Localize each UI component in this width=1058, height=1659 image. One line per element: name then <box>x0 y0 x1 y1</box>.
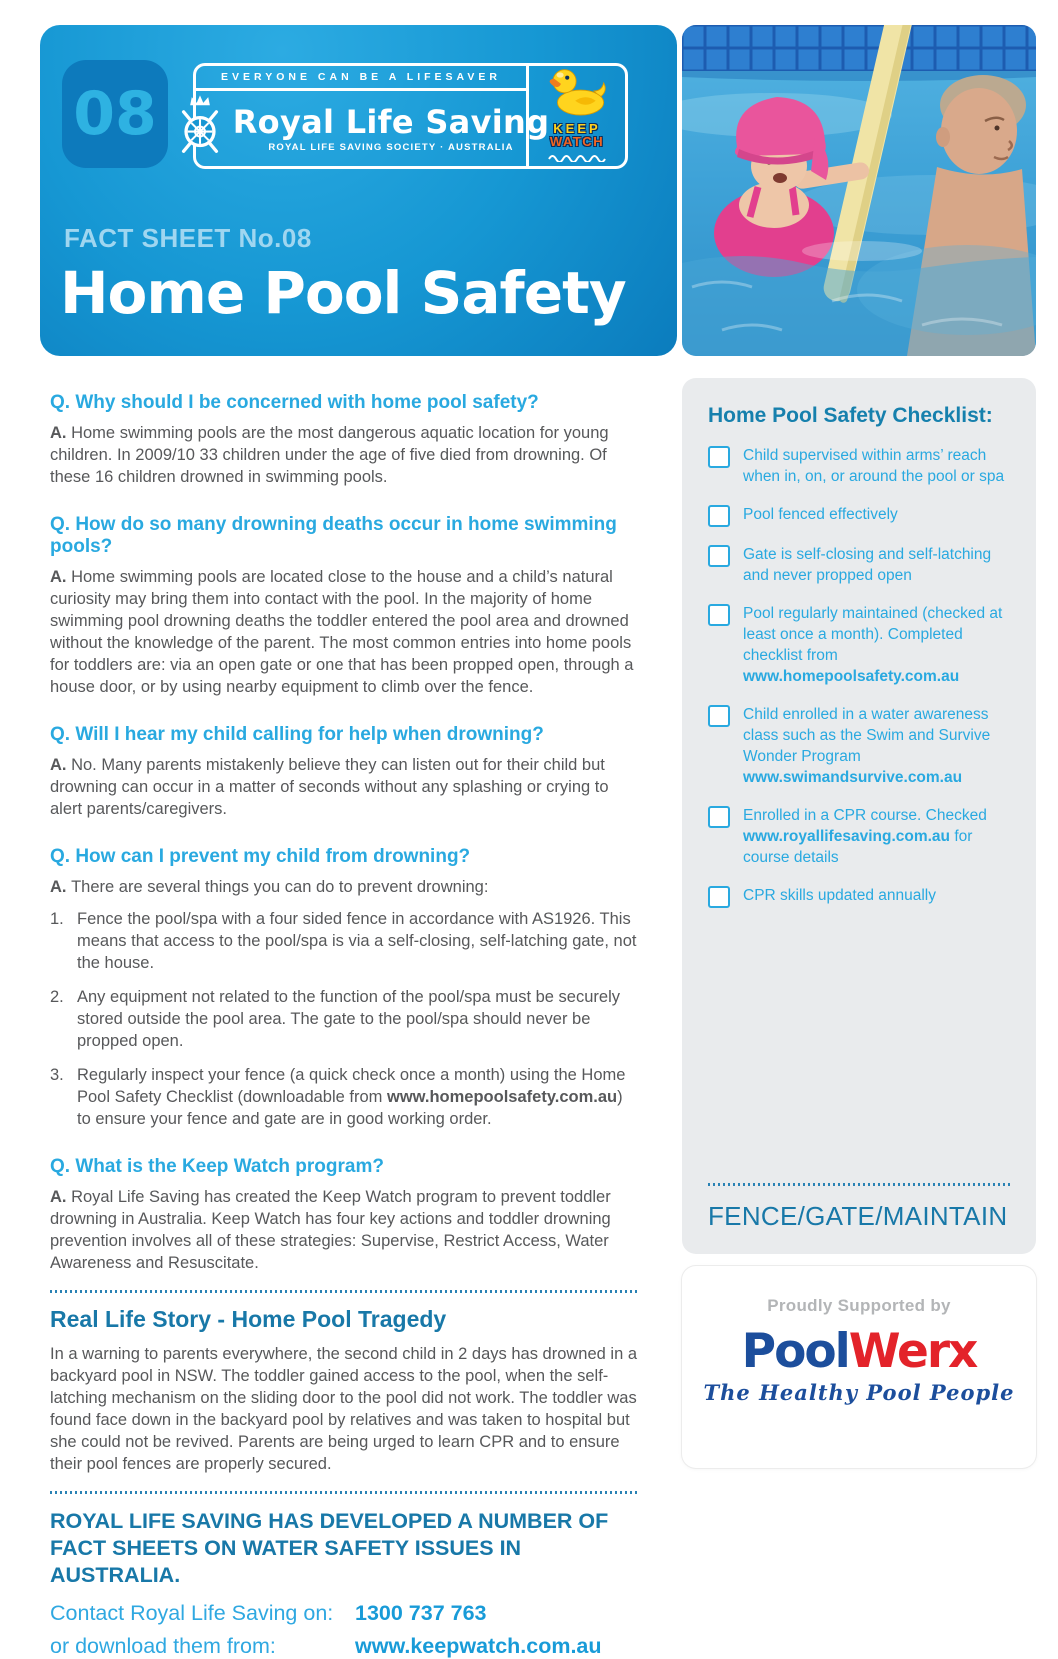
contact-label: Contact Royal Life Saving on: <box>50 1601 334 1625</box>
list-item-text: Regularly inspect your fence (a quick check once a month) using the Home Pool Safety Checklist (downloadable from www.homepoolsafety.com.au) to ensure your fence and gate are in good working order. <box>77 1066 626 1128</box>
checklist-checkbox[interactable] <box>708 604 730 626</box>
checklist-item <box>708 885 1010 908</box>
checklist-checkbox[interactable] <box>708 446 730 468</box>
list-item-text: Any equipment not related to the function of the pool/spa must be securely stored outside the pool area. The gate to the pool/spa should never be propped open. <box>77 988 621 1050</box>
list-number: 2. <box>50 988 64 1006</box>
contact-block <box>50 1601 640 1659</box>
question-heading: Q. How can I prevent my child from drowning? <box>50 846 471 867</box>
list-number: 3. <box>50 1066 64 1084</box>
brand-name: Royal Life Saving <box>232 102 550 141</box>
footer-heading: ROYAL LIFE SAVING HAS DEVELOPED A NUMBER OF FACT SHEETS ON WATER SAFETY ISSUES IN AUSTRALIA. <box>50 1509 609 1587</box>
story-heading: Real Life Story - Home Pool Tragedy <box>50 1306 447 1332</box>
checklist-item <box>708 504 1010 527</box>
dotted-divider <box>708 1183 1010 1186</box>
checklist-checkbox[interactable] <box>708 705 730 727</box>
keep-watch-word-keep: KEEP <box>553 121 601 136</box>
checklist-item-label: CPR skills updated annually <box>743 887 936 904</box>
poolwerx-logo-werx: Werx <box>848 1324 977 1379</box>
checklist-item-label: Gate is self-closing and self-latching and never propped open <box>743 546 992 584</box>
keep-watch-logo <box>526 66 625 166</box>
rubber-duck-icon <box>545 65 609 122</box>
checklist-checkbox[interactable] <box>708 545 730 567</box>
numbered-list-item <box>50 1064 640 1130</box>
wave-icon <box>548 149 606 167</box>
poolwerx-tagline: The Healthy Pool People <box>703 1380 1015 1405</box>
sponsor-label: Proudly Supported by <box>767 1296 951 1315</box>
poolwerx-logo <box>682 1324 1036 1379</box>
checklist-item-label: Pool regularly maintained (checked at least once a month). Completed checklist from www.homepoolsafety.com.au <box>743 605 1003 685</box>
answer-paragraph: A. There are several things you can do to prevent drowning: <box>50 878 489 896</box>
fact-sheet-number: 08 <box>73 79 157 149</box>
logo-left-section <box>196 66 550 166</box>
fact-sheet-kicker: FACT SHEET No.08 <box>64 223 312 253</box>
numbered-list-item <box>50 908 640 974</box>
qa-sections <box>50 392 640 1274</box>
header-banner <box>40 25 677 356</box>
download-url: www.keepwatch.com.au <box>355 1634 602 1658</box>
royal-life-saving-logo-box <box>193 63 628 169</box>
checklist-items <box>708 445 1010 908</box>
checklist-checkbox[interactable] <box>708 886 730 908</box>
checklist-item-label: Enrolled in a CPR course. Checked www.royallifesaving.com.au for course details <box>743 807 987 866</box>
main-column <box>50 392 640 1659</box>
answer-paragraph: A. No. Many parents mistakenly believe they can listen out for their child but drowning can occur in a matter of seconds without any splashing or crying to alert parents/caregivers. <box>50 756 609 818</box>
download-label: or download them from: <box>50 1634 276 1658</box>
checklist-item <box>708 704 1010 788</box>
checklist-item-label: Child enrolled in a water awareness class such as the Swim and Survive Wonder Program www.swimandsurvive.com.au <box>743 706 991 786</box>
checklist-panel <box>682 378 1036 1254</box>
question-heading: Q. What is the Keep Watch program? <box>50 1156 384 1177</box>
answer-paragraph: A. Royal Life Saving has created the Keep Watch program to prevent toddler drowning in Australia. Keep Watch has four key actions and toddler drowning prevention involves all of these strategies: Supervise, Restrict Access, Water Awareness and Resuscitate. <box>50 1188 611 1272</box>
checklist-item <box>708 603 1010 687</box>
logo-tagline: EVERYONE CAN BE A LIFESAVER <box>196 66 526 91</box>
answer-paragraph: A. Home swimming pools are located close to the house and a child’s natural curiosity may bring them into contact with the pool. In the majority of home swimming pool drowning deaths the toddler entered the pool area and drowned without the knowledge of the parent. The most common entries into home pools for toddlers are: via an open gate or one that has been propped open, through a house door, or by using nearby equipment to climb over the fence. <box>50 568 634 696</box>
checklist-checkbox[interactable] <box>708 806 730 828</box>
checklist-heading: Home Pool Safety Checklist: <box>708 404 993 427</box>
checklist-item-label: Pool fenced effectively <box>743 506 898 523</box>
pool-photo <box>682 25 1036 356</box>
page-title: Home Pool Safety <box>60 259 626 327</box>
fact-sheet-number-badge <box>62 60 168 168</box>
checklist-item-label: Child supervised within arms’ reach when in, on, or around the pool or spa <box>743 447 1005 485</box>
answer-paragraph: A. Home swimming pools are the most dangerous aquatic location for young children. In 2009/10 33 children under the age of five died from drowning. Of these 16 children drowned in swimming pools. <box>50 424 609 486</box>
brand-stack <box>233 103 550 153</box>
dotted-divider <box>50 1491 640 1494</box>
checklist-item <box>708 544 1010 586</box>
keep-watch-word-watch: WATCH <box>549 134 605 149</box>
dotted-divider <box>50 1290 640 1293</box>
question-heading: Q. Will I hear my child calling for help when drowning? <box>50 724 544 745</box>
checklist-panel-footer <box>708 1183 1010 1232</box>
question-heading: Q. Why should I be concerned with home pool safety? <box>50 392 539 413</box>
list-number: 1. <box>50 910 64 928</box>
brand-subtitle: ROYAL LIFE SAVING SOCIETY · AUSTRALIA <box>268 141 514 153</box>
contact-phone: 1300 737 763 <box>355 1601 487 1625</box>
story-body: In a warning to parents everywhere, the second child in 2 days has drowned in a backyard pool in NSW. The toddler gained access to the pool, when the self-latching mechanism on the sliding door to the pool did not work. The toddler was found face down in the backyard pool by relatives and was taken to hospital but she could not be revived. Parents are being urged to learn CPR and to ensure their pool fences are properly secured. <box>50 1345 638 1473</box>
sponsor-card <box>682 1266 1036 1468</box>
list-item-text: Fence the pool/spa with a four sided fence in accordance with AS1926. This means that access to the pool/spa is via a self-closing, self-latching gate, not the house. <box>77 910 637 972</box>
checklist-item <box>708 445 1010 487</box>
checklist-checkbox[interactable] <box>708 505 730 527</box>
checklist-item <box>708 805 1010 868</box>
poolwerx-logo-pool: Pool <box>741 1324 849 1379</box>
crest-icon <box>177 93 223 162</box>
fence-gate-maintain-text: FENCE/GATE/MAINTAIN <box>708 1201 1008 1231</box>
logo-main-row <box>196 91 550 166</box>
numbered-list-item <box>50 986 640 1052</box>
question-heading: Q. How do so many drowning deaths occur in home swimming pools? <box>50 514 617 557</box>
